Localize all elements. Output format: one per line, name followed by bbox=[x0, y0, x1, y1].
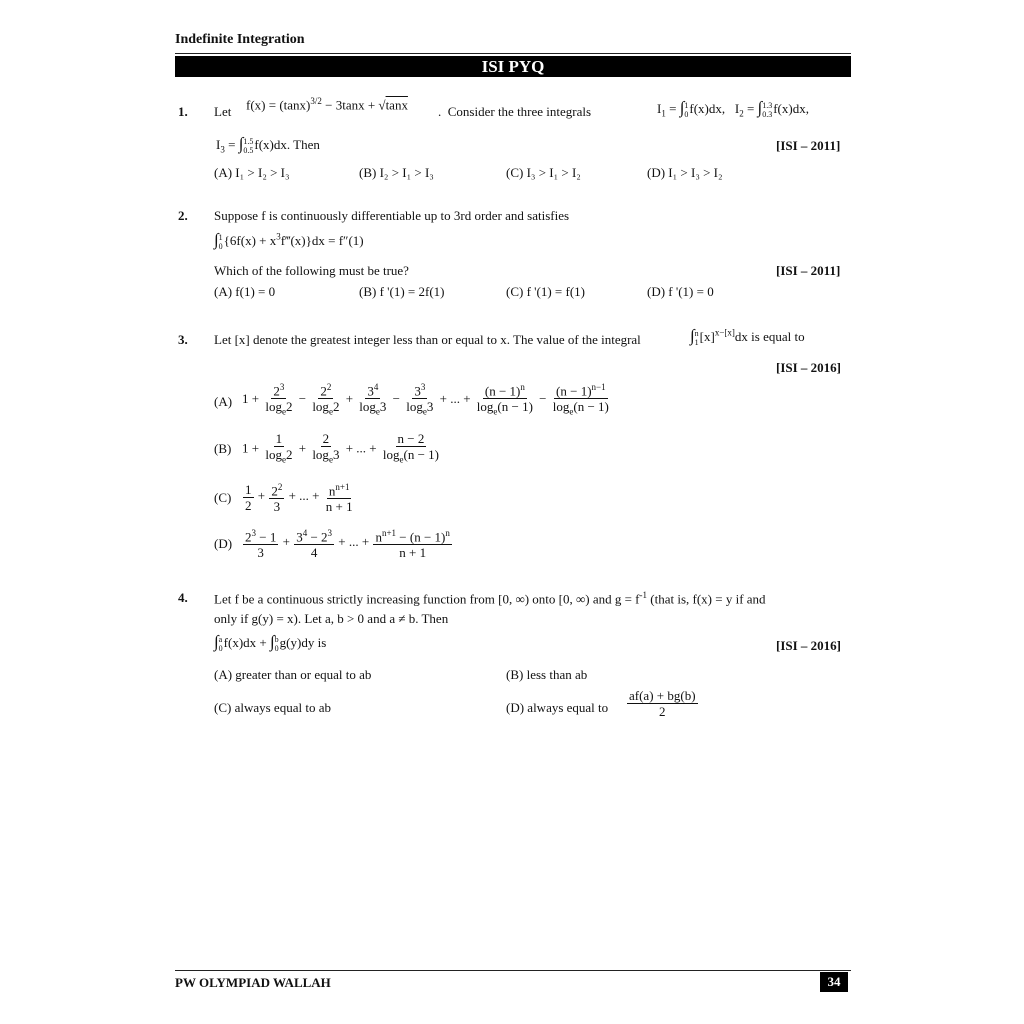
math-expression: ∫ n 1 $[x]^{x-[x]}dx$ is equal to bbox=[690, 326, 805, 348]
question-number: 2. bbox=[178, 208, 188, 223]
math-expression: $\frac{1}{2}$ + $\frac{2^2}{3}$ + ... + $\frac{n^{n+1}}{n + 1}$ bbox=[245, 481, 353, 515]
option-a: (A) bbox=[214, 394, 233, 409]
option-b: (B) I₂ > I₁ > I₃ bbox=[359, 165, 434, 180]
math-expression: ∫ 1 0 $\{6f(x) + x^3f‴(x)\}dx = f''(1)$ bbox=[214, 230, 364, 252]
question-number: 4. bbox=[178, 590, 188, 605]
option-c: (C) I₃ > I₁ > I₂ bbox=[506, 165, 581, 180]
question-text: Let [x] denote the greatest integer less than or equal to x. The value of the integral bbox=[214, 332, 641, 347]
question-text: Let f be a continuous strictly increasing function from [0, ∞) onto [0, ∞) and $g = f^{-1}$ (that is, f(x) = y if and bbox=[214, 590, 766, 607]
question-text: Let bbox=[214, 104, 232, 119]
section-banner: ISI PYQ bbox=[175, 56, 851, 77]
option-c: (C) bbox=[214, 490, 232, 505]
math-expression: $I_1$ = ∫ 1 0 f(x)dx, $I_2$ = ∫ 1.3 0.3 f(x)dx, bbox=[657, 98, 809, 120]
option-d: (D) bbox=[214, 536, 233, 551]
math-expression: 1 + $\frac{1}{\log_e2}$ + $\frac{2}{\log_e3}$ + ... + $\frac{n - 2}{\log_e(n - 1)}$ bbox=[242, 431, 439, 465]
question-text: . Consider the three integrals bbox=[438, 104, 592, 119]
option-d: (D) I₁ > I₃ > I₂ bbox=[647, 165, 723, 180]
exam-reference: [ISI – 2016] bbox=[776, 638, 842, 653]
publisher-name: PW OLYMPIAD WALLAH bbox=[175, 975, 331, 990]
math-expression: 1 + $\frac{2^3}{\log_e2}$ − $\frac{2^2}{\log_e2}$ + $\frac{3^4}{\log_e3}$ − $\frac{3^3}{\log_e3}$ + ... + $\frac{(n - 1)^n}{\log_e(n - 1)}$ − $\frac{(n - 1)^{n-1}}{\log_e(n - 1)}$ bbox=[242, 382, 609, 417]
option-c: (C) f '(1) = f(1) bbox=[506, 284, 585, 299]
math-expression: $I_3$ = ∫ 1.5 0.5 f(x)dx. Then bbox=[216, 134, 320, 156]
option-b: (B) less than ab bbox=[506, 667, 588, 682]
option-d: (D) always equal to bbox=[506, 700, 609, 715]
option-a: (A) f(1) = 0 bbox=[214, 284, 276, 299]
option-b: (B) bbox=[214, 441, 232, 456]
math-expression: $f(x) = (\tan x)^{3/2} - 3\tan x + √\tan x$ bbox=[246, 96, 408, 113]
option-c: (C) always equal to ab bbox=[214, 700, 331, 715]
chapter-title: Indefinite Integration bbox=[175, 32, 305, 47]
question-text: Which of the following must be true? bbox=[214, 263, 409, 278]
question-number: 3. bbox=[178, 332, 188, 347]
exam-reference: [ISI – 2016] bbox=[776, 360, 842, 375]
header-divider bbox=[175, 53, 851, 54]
question-text: only if g(y) = x). Let a, b > 0 and a ≠ b. Then bbox=[214, 611, 449, 626]
footer-divider bbox=[175, 970, 851, 971]
option-b: (B) f '(1) = 2f(1) bbox=[359, 284, 445, 299]
page-number: 34 bbox=[820, 972, 848, 992]
exam-reference: [ISI – 2011] bbox=[776, 138, 841, 153]
math-expression: $\frac{2^3 - 1}{3}$ + $\frac{3^4 - 2^3}{4}$ + ... + $\frac{n^{n+1} - (n - 1)^n}{n + 1}$ bbox=[245, 528, 450, 561]
math-expression: ∫ a 0 f(x)dx + ∫ b 0 g(y)dy is bbox=[214, 632, 327, 654]
exam-reference: [ISI – 2011] bbox=[776, 263, 841, 278]
math-expression: $\frac{af(a) + bg(b)}{2}$ bbox=[629, 688, 696, 719]
question-text: Suppose f is continuously differentiable up to 3rd order and satisfies bbox=[214, 208, 570, 223]
option-a: (A) I₁ > I₂ > I₃ bbox=[214, 165, 290, 180]
question-number: 1. bbox=[178, 104, 188, 119]
option-d: (D) f '(1) = 0 bbox=[647, 284, 714, 299]
option-a: (A) greater than or equal to ab bbox=[214, 667, 372, 682]
